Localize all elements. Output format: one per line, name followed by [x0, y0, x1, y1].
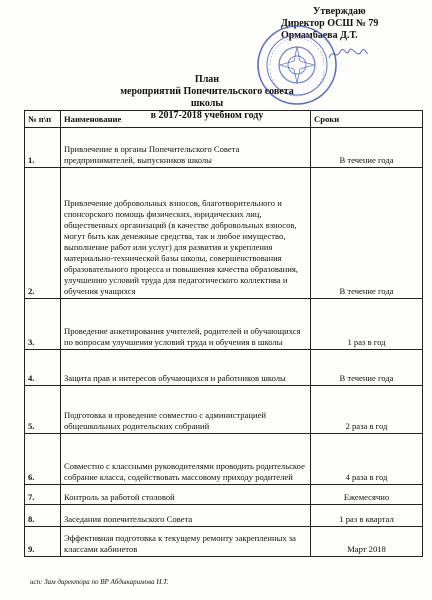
- row-name: Контроль за работой столовой: [61, 485, 311, 505]
- row-number: 7.: [25, 485, 61, 505]
- table-row: [25, 434, 423, 485]
- row-term: Март 2018: [311, 527, 423, 557]
- table-row: [25, 299, 423, 350]
- row-term: В течение года: [311, 168, 423, 299]
- row-number: 8.: [25, 505, 61, 527]
- title-line-1: План: [194, 74, 220, 85]
- table-row: [25, 386, 423, 434]
- row-number: 5.: [25, 386, 61, 434]
- table-row: [25, 485, 423, 505]
- approval-line-3: Ормамбаева Д.Т.: [281, 30, 358, 41]
- executor-note: исп: Зам директора по ВР Абдыкаримова Н.Т.: [30, 578, 169, 586]
- table-row: [25, 168, 423, 299]
- approval-line-1: Утверждаю: [313, 6, 366, 17]
- title-line-2: мероприятий Попечительского совета школы: [120, 86, 294, 109]
- row-term: В течение года: [311, 128, 423, 168]
- header-name: Наименование: [61, 111, 311, 128]
- row-term: 1 раз в квартал: [311, 505, 423, 527]
- signature-icon: [327, 46, 369, 62]
- row-name: Подготовка и проведение совместно с администрацией общешкольных родительских собраний: [61, 386, 311, 434]
- row-name: Защита прав и интересов обучающихся и работников школы: [61, 350, 311, 386]
- row-number: 9.: [25, 527, 61, 557]
- row-name: Эффективная подготовка к текущему ремонту закрепленных за классами кабинетов: [61, 527, 311, 557]
- row-name: Привлечение в органы Попечительского Совета предпринимателей, выпускников школы: [61, 128, 311, 168]
- row-number: 3.: [25, 299, 61, 350]
- header-term: Сроки: [311, 111, 423, 128]
- row-term: 4 раза в год: [311, 434, 423, 485]
- row-name: Заседания попечительского Совета: [61, 505, 311, 527]
- row-name: Проведение анкетирования учителей, родителей и обучающихся по вопросам улучшения условий труда и обучения в школы: [61, 299, 311, 350]
- approval-line-2: Директор ОСШ № 79: [281, 18, 379, 29]
- row-number: 1.: [25, 128, 61, 168]
- row-number: 2.: [25, 168, 61, 299]
- row-term: 1 раз в год: [311, 299, 423, 350]
- row-term: В течение года: [311, 350, 423, 386]
- row-number: 4.: [25, 350, 61, 386]
- title-line-3: в 2017-2018 учебном году: [150, 110, 264, 121]
- row-number: 6.: [25, 434, 61, 485]
- table-row: [25, 527, 423, 557]
- table-header-row: [25, 111, 423, 128]
- table-row: [25, 350, 423, 386]
- header-number: № п\п: [25, 111, 61, 128]
- row-name: Привлечение добровольных взносов, благотворительного и спонсорского помощь физических, юридических лиц, общественных организаций (в качестве добровольных взносов, могут быть как денежные средства, так и любое имущество, выполнение работ или услуг) для развития и укрепления материально-технической базы школы, совершенствования образовательного процесса и повышения качества образования, улучшению условий труда для педагогического коллектива и обучения учащихся: [61, 168, 311, 299]
- row-term: Ежемесячно: [311, 485, 423, 505]
- table-row: [25, 505, 423, 527]
- row-term: 2 раза в год: [311, 386, 423, 434]
- events-table: [24, 110, 423, 557]
- row-name: Совместно с классными руководителями проводить родительское собрание класса, содействовать массовому приходу родителей: [61, 434, 311, 485]
- table-row: [25, 128, 423, 168]
